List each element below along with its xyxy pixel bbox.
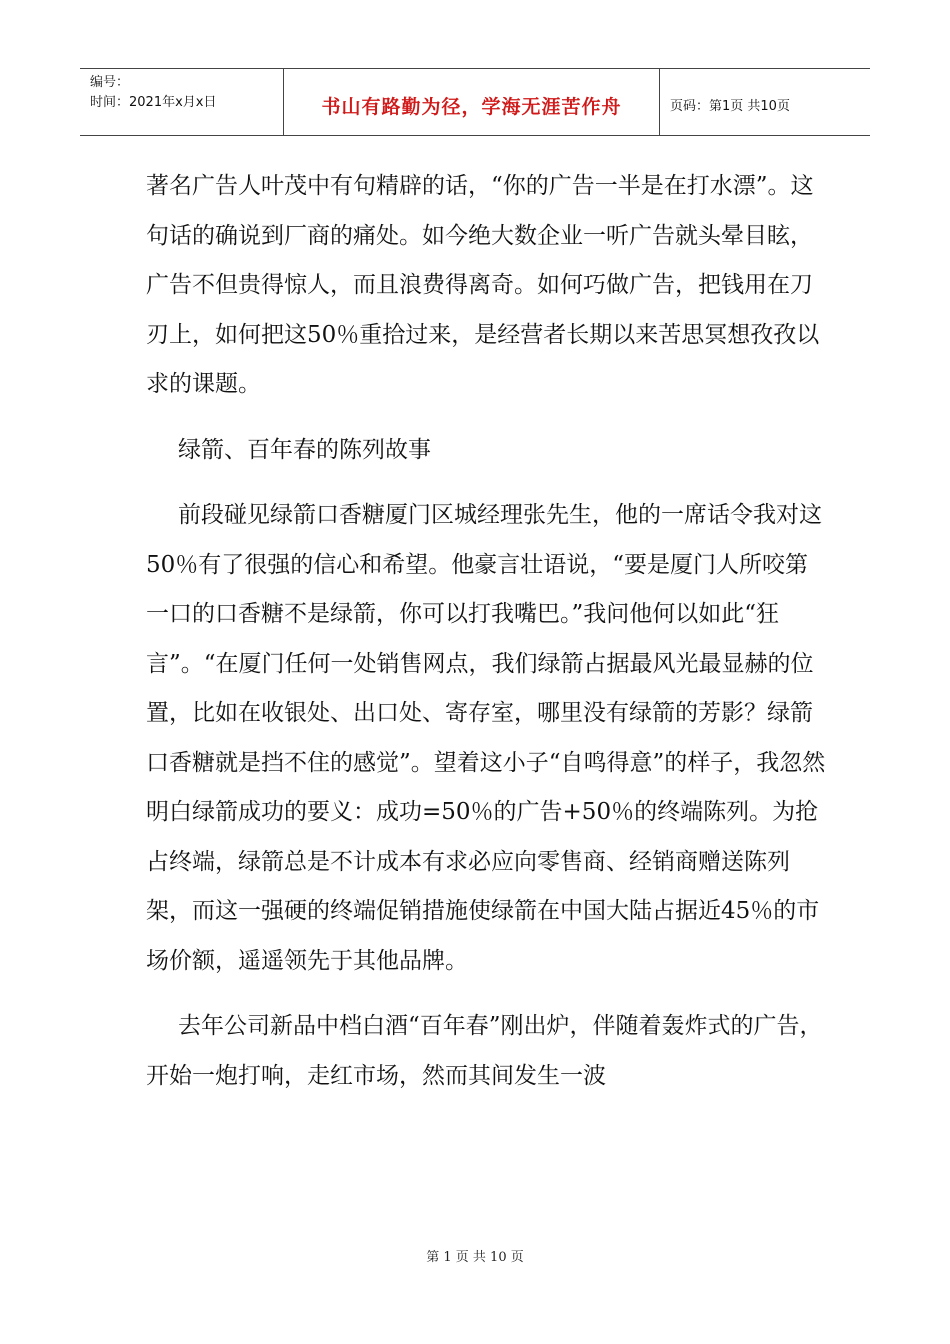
document-number-label: 编号： [90, 75, 130, 90]
document-header [80, 68, 870, 136]
paragraph-lujian-story: 前段碰见绿箭口香糖厦门区城经理张先生，他的一席话令我对这50％有了很强的信心和希望。他豪言壮语说，“要是厦门人所咬第一口的口香糖不是绿箭，你可以打我嘴巴。”我问他何以如此“狂言”。“在厦门任何一处销售网点，我们绿箭占据最风光最显赫的位置，比如在收银处、出口处、寄存室，哪里没有绿箭的芳影？绿箭口香糖就是挡不住的感觉”。望着这小子“自鸣得意”的样子，我忽然明白绿箭成功的要义：成功=50％的广告+50％的终端陈列。为抢占终端，绿箭总是不计成本有求必应向零售商、经销商赠送陈列架，而这一强硬的终端促销措施使绿箭在中国大陆占据近45％的市场价额，遥遥领先于其他品牌。 [146, 502, 826, 974]
paragraph-bainianchun-story: 去年公司新品中档白酒“百年春”刚出炉，伴随着轰炸式的广告，开始一炮打响，走红市场，然而其间发生一波 [146, 1013, 823, 1089]
page-footer: 第 1 页 共 10 页 [426, 1250, 524, 1265]
header-motto-cell [284, 69, 660, 135]
document-time-label: 时间：2021年x月x日 [90, 95, 217, 110]
document-body [146, 162, 826, 1101]
header-meta-cell [80, 69, 284, 135]
section-heading: 绿箭、百年春的陈列故事 [178, 436, 431, 463]
paragraph-intro: 著名广告人叶茂中有句精辟的话，“你的广告一半是在打水漂”。这句话的确说到厂商的痛处。如今绝大数企业一听广告就头晕目眩，广告不但贵得惊人，而且浪费得离奇。如何巧做广告，把钱用在刀刃上，如何把这50％重拾过来，是经营者长期以来苦思冥想孜孜以求的课题。 [146, 173, 820, 397]
header-page-info: 页码：第1页 共10页 [670, 98, 790, 114]
header-motto: 书山有路勤为径，学海无涯苦作舟 [321, 95, 622, 118]
header-page-cell [660, 69, 870, 135]
